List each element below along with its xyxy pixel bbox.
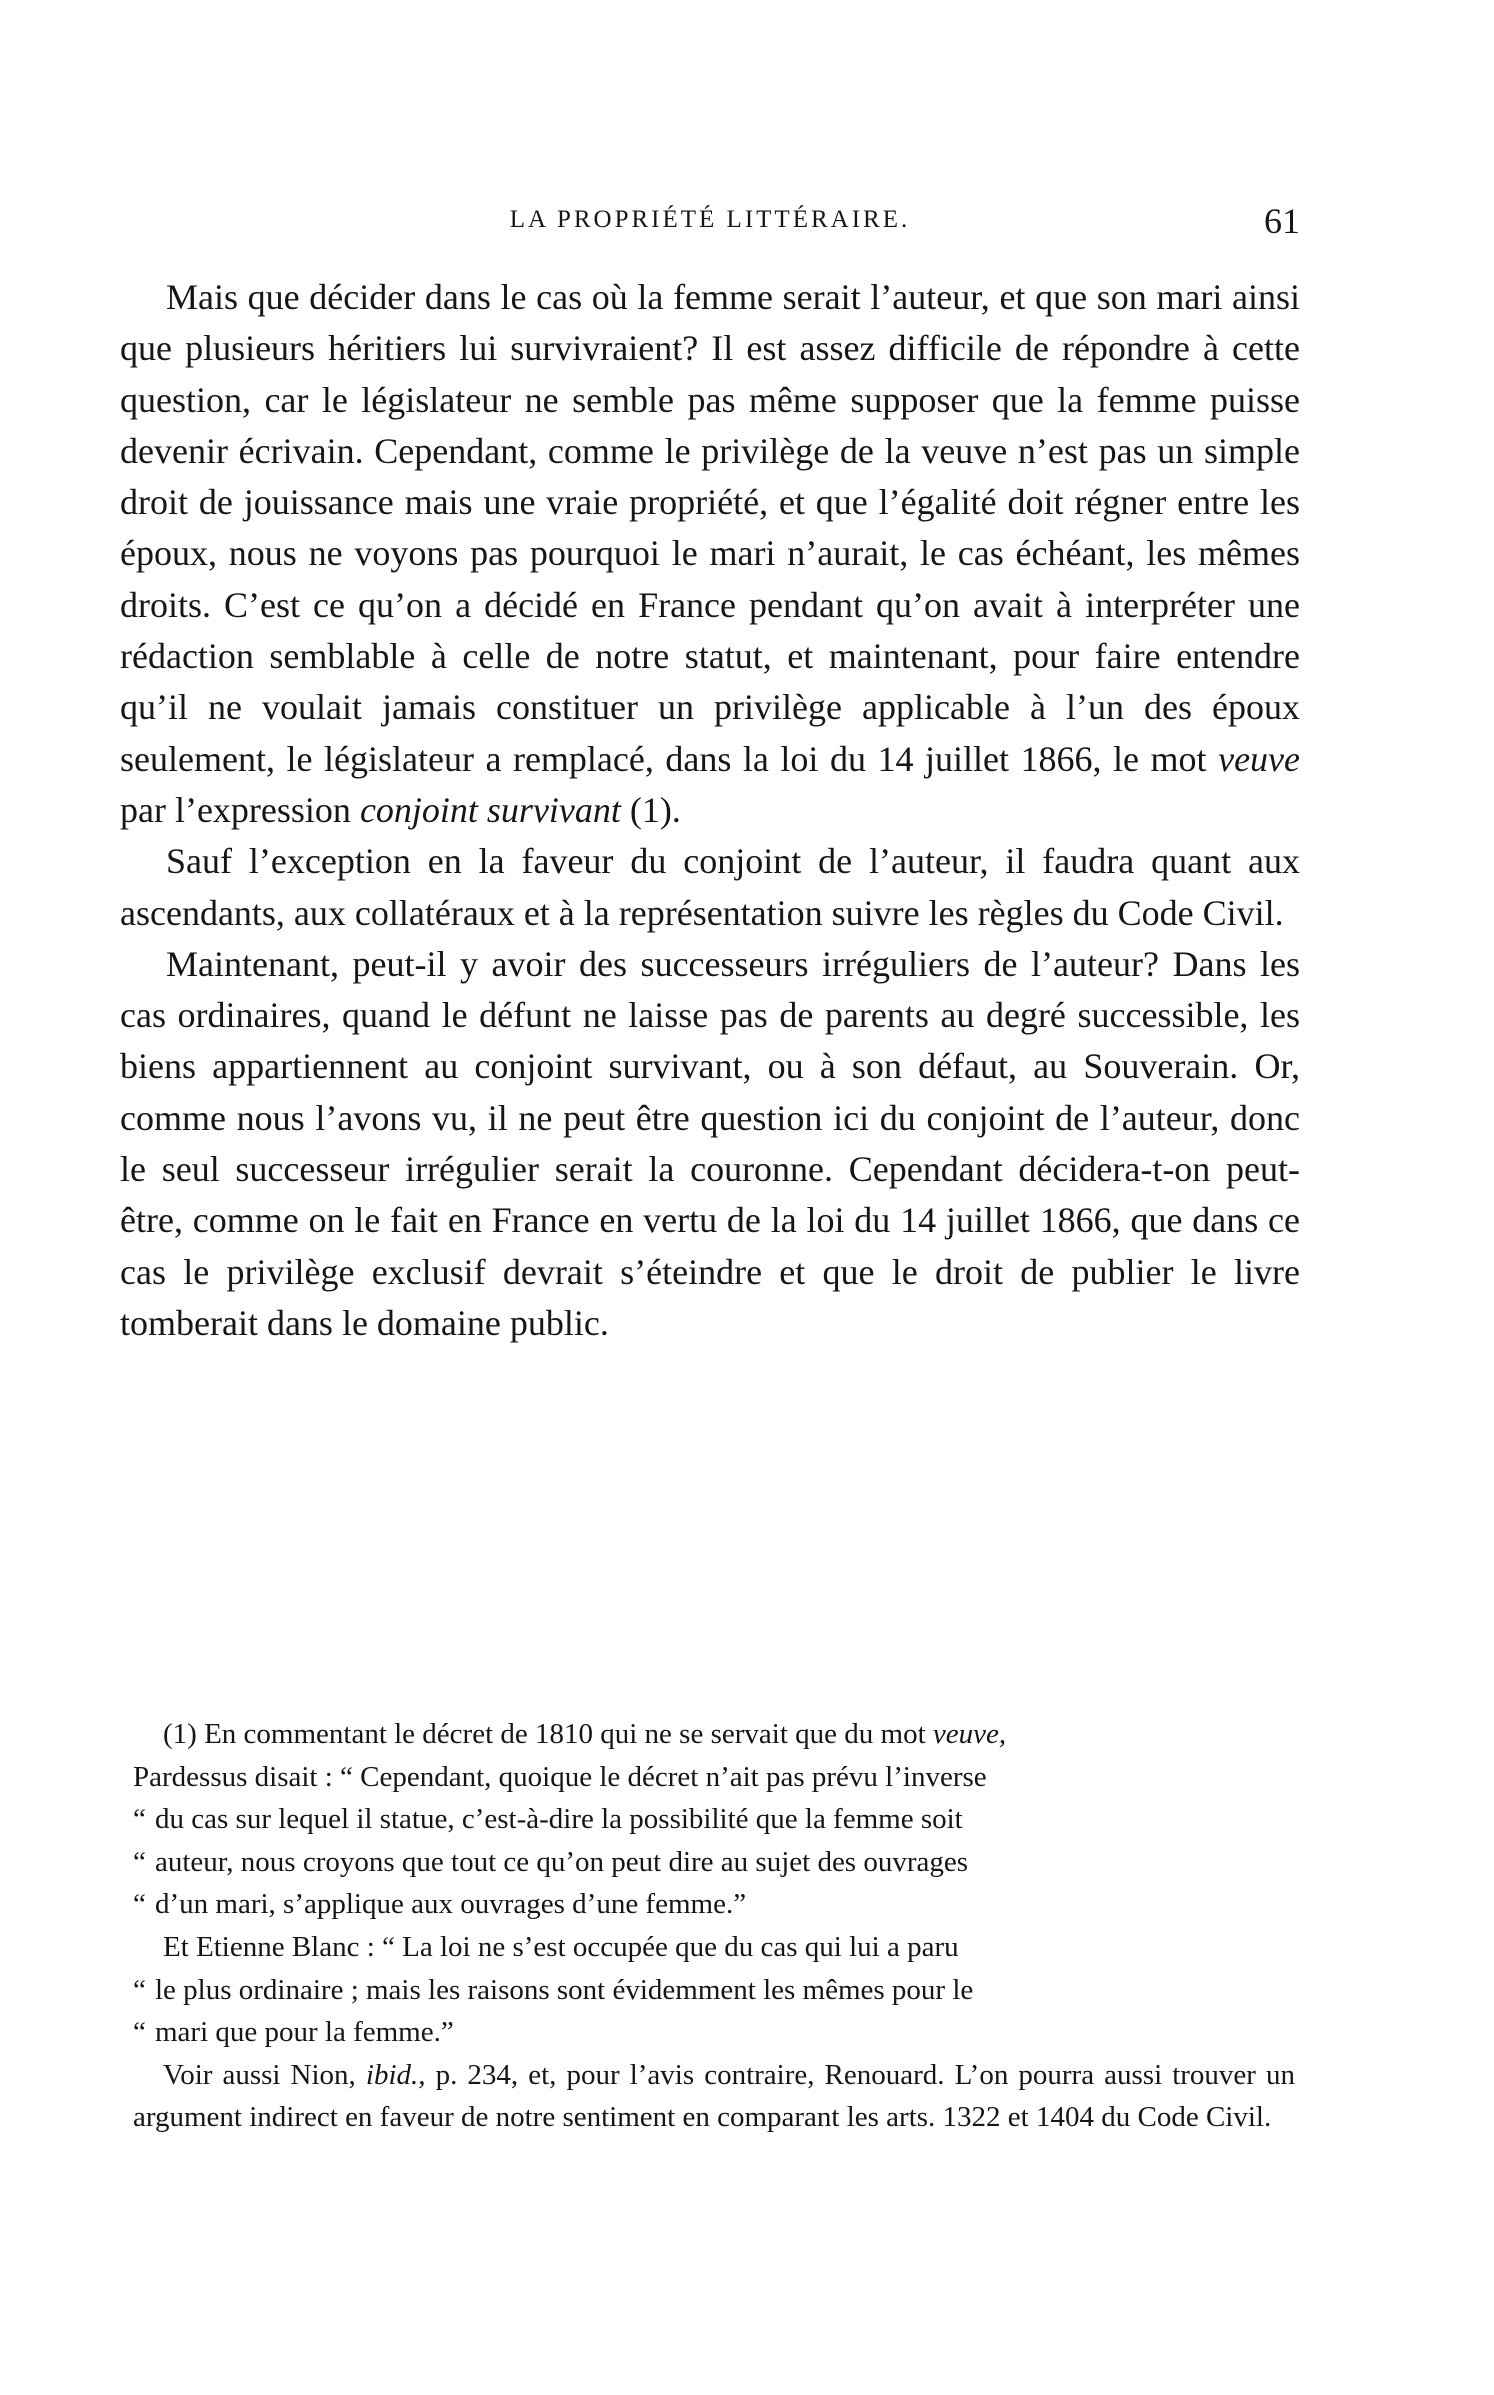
- quote-mark: “: [133, 1845, 146, 1878]
- footnote-text: auteur, nous croyons que tout ce qu’on peut dire au sujet des ouvrages: [155, 1845, 969, 1878]
- footnote-line-1: [133, 1713, 1295, 1756]
- footnote-text: (1) En commentant le décret de 1810 qui ne se servait que du mot: [163, 1718, 926, 1750]
- footnote-line-3: [133, 1798, 1295, 1841]
- paragraph-1-text: Mais que décider dans le cas où la femme serait l’auteur, et que son mari ainsi que plusieurs héritiers lui survivraient? Il est assez difficile de répondre à cette question, car le législateur ne semble pas même supposer que la femme puisse devenir écrivain. Cependant, comme le privilège de la veuve n’est pas un simple droit de jouissance mais une vraie propriété, et que l’égalité doit régner entre les époux, nous ne voyons pas pourquoi le mari n’aurait, le cas échéant, les mêmes droits. C’est ce qu’on a décidé en France pendant qu’on avait à interpréter une rédaction semblable à celle de notre statut, et maintenant, pour faire entendre qu’il ne voulait jamais constituer un privilège applicable à l’un des époux seulement, le législateur a remplacé, dans la loi du 14 juillet 1866, le mot: [120, 277, 1300, 779]
- footnote-text: d’un mari, s’applique aux ouvrages d’une femme.”: [155, 1888, 747, 1921]
- main-text: [120, 272, 1300, 1349]
- footnote-line-8: [133, 2011, 1295, 2054]
- footnote-italic-veuve: veuve,: [932, 1718, 1007, 1750]
- quote-mark: “: [133, 2016, 146, 2049]
- paragraph-3: Maintenant, peut-il y avoir des successeurs irréguliers de l’auteur? Dans les cas ordinaires, quand le défunt ne laisse pas de parents au degré successible, les biens appartiennent au conjoint survivant, ou à son défaut, au Souverain. Or, comme nous l’avons vu, il ne peut être question ici du conjoint de l’auteur, donc le seul successeur irrégulier serait la couronne. Cependant décidera-t-on peut-être, comme on le fait en France en vertu de la loi du 14 juillet 1866, que dans ce cas le privilège exclusif devrait s’éteindre et que le droit de publier le livre tomberait dans le domaine public.: [120, 943, 1300, 1343]
- footnote-italic-ibid: ibid.,: [365, 2058, 426, 2091]
- footnote-text: Voir aussi Nion,: [163, 2058, 356, 2091]
- footnote-line-2: Pardessus disait : “ Cependant, quoique le décret n’ait pas prévu l’inverse: [133, 1760, 987, 1793]
- quote-mark: “: [133, 1888, 146, 1921]
- quote-mark: “: [133, 1803, 146, 1836]
- footnote-text: le plus ordinaire ; mais les raisons sont évidemment les mêmes pour le: [155, 1973, 974, 2006]
- italic-term-conjoint-survivant: conjoint survivant: [359, 789, 621, 830]
- footnote-line-4: [133, 1841, 1295, 1884]
- paragraph-1: [120, 272, 1300, 836]
- running-head: [120, 200, 1300, 250]
- paragraph-1-text-cont: par l’expression: [120, 789, 351, 830]
- footnote-text: mari que pour la femme.”: [155, 2016, 454, 2049]
- running-title: LA PROPRIÉTÉ LITTÉRAIRE.: [509, 206, 911, 233]
- page-number: 61: [1264, 201, 1300, 241]
- footnotes: [133, 1713, 1295, 2139]
- footnote-text: du cas sur lequel il statue, c’est-à-dire la possibilité que la femme soit: [155, 1803, 963, 1836]
- footnote-line-5: [133, 1883, 1295, 1926]
- footnote-text: p. 234, et, pour l’avis contraire, Renouard. L’on pourra aussi trouver un argument indirect en faveur de notre sentiment en comparant les arts. 1322 et 1404 du Code Civil.: [133, 2058, 1296, 2134]
- footnote-line-9: [133, 2054, 1295, 2139]
- quote-mark: “: [133, 1973, 146, 2006]
- italic-term-veuve: veuve: [1218, 738, 1301, 779]
- paragraph-2: Sauf l’exception en la faveur du conjoint de l’auteur, il faudra quant aux ascendants, aux collatéraux et à la représentation suivre les règles du Code Civil.: [120, 841, 1300, 933]
- footnote-line-7: [133, 1969, 1295, 2012]
- footnote-reference: (1).: [629, 789, 681, 830]
- footnote-line-6: Et Etienne Blanc : “ La loi ne s’est occupée que du cas qui lui a paru: [163, 1930, 959, 1963]
